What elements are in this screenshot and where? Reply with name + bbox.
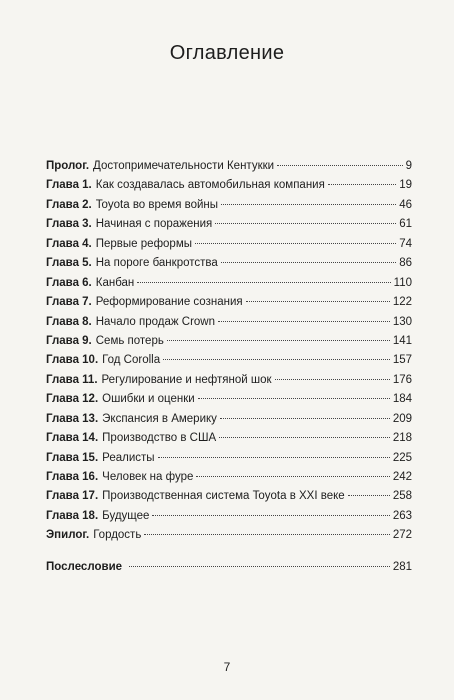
toc-entry-page: 281	[392, 560, 412, 573]
toc-entry-label: Глава 8.	[46, 315, 92, 328]
toc-entry-label: Глава 15.	[46, 451, 99, 464]
toc-entry-page: 272	[392, 529, 412, 542]
dot-leader	[246, 301, 390, 302]
toc-entry-label: Глава 5.	[46, 257, 92, 270]
toc-entry	[46, 452, 412, 471]
toc-entry-page: 74	[399, 237, 412, 250]
toc-entry-title: Гордость	[93, 529, 142, 542]
toc-entry-page: 225	[392, 451, 412, 464]
dot-leader	[221, 204, 396, 205]
toc-entry-label: Глава 9.	[46, 334, 92, 347]
dot-leader	[277, 165, 403, 166]
toc-entry-label: Глава 2.	[46, 198, 92, 211]
toc-entry-label: Глава 10.	[46, 354, 99, 367]
dot-leader	[167, 340, 390, 341]
toc-entry-title: На пороге банкротства	[95, 257, 218, 270]
toc-entry-page: 184	[392, 393, 412, 406]
toc-entry	[46, 238, 412, 257]
toc-entry	[46, 179, 412, 198]
toc-entry-page: 258	[392, 490, 412, 503]
toc-entry-title: Начиная с поражения	[95, 218, 213, 231]
toc-entry	[46, 218, 412, 237]
page-title: Оглавление	[169, 42, 285, 64]
toc-entry-title: Год Corolla	[102, 354, 161, 367]
toc-entry-title: Toyota во время войны	[95, 198, 219, 211]
toc-entry-page: 86	[399, 257, 412, 270]
toc-entry-page: 141	[392, 334, 412, 347]
toc-entry-title: Регулирование и нефтяной шок	[101, 373, 272, 386]
toc-entry-title: Реформирование сознания	[95, 296, 243, 309]
toc-entry-title: Первые реформы	[95, 237, 192, 250]
toc-entry-title: Начало продаж Crown	[95, 315, 216, 328]
toc-entry-label: Глава 1.	[46, 179, 92, 192]
toc-entry-label: Глава 6.	[46, 276, 92, 289]
toc-entry-title: Будущее	[102, 509, 150, 522]
toc-entry	[46, 490, 412, 509]
toc-entry	[46, 257, 412, 276]
dot-leader	[218, 321, 390, 322]
toc-entry	[46, 277, 412, 296]
toc-entry	[46, 393, 412, 412]
toc-entry-label: Послесловие	[46, 560, 123, 573]
dot-leader	[158, 457, 390, 458]
dot-leader	[163, 359, 390, 360]
toc-entry	[46, 529, 412, 548]
toc-entry-label: Глава 7.	[46, 296, 92, 309]
dot-leader	[220, 418, 390, 419]
toc-entry	[46, 296, 412, 315]
dot-leader	[195, 243, 396, 244]
toc-entry-label: Глава 12.	[46, 393, 99, 406]
toc-entry	[46, 561, 412, 580]
toc-entry-label: Эпилог.	[46, 529, 90, 542]
toc-entry-page: 122	[392, 296, 412, 309]
dot-leader	[196, 476, 389, 477]
dot-leader	[129, 566, 390, 567]
table-of-contents	[46, 160, 412, 580]
dot-leader	[275, 379, 390, 380]
dot-leader	[221, 262, 396, 263]
toc-entry-page: 157	[392, 354, 412, 367]
toc-entry-page: 176	[392, 373, 412, 386]
toc-entry	[46, 413, 412, 432]
toc-entry	[46, 160, 412, 179]
toc-entry-title: Ошибки и оценки	[102, 393, 195, 406]
toc-entry-title: Производство в США	[102, 432, 217, 445]
dot-leader	[137, 282, 390, 283]
toc-entry-title: Производственная система Toyota в XXI веке	[102, 490, 345, 503]
toc-entry-page: 218	[392, 432, 412, 445]
dot-leader	[219, 437, 390, 438]
toc-entry	[46, 374, 412, 393]
dot-leader	[328, 184, 396, 185]
toc-entry-label: Глава 3.	[46, 218, 92, 231]
toc-entry-page: 209	[392, 412, 412, 425]
dot-leader	[198, 398, 390, 399]
toc-entry-page: 61	[399, 218, 412, 231]
toc-entry-page: 110	[393, 276, 412, 289]
toc-entry-page: 19	[399, 179, 412, 192]
toc-entry-label: Глава 11.	[46, 373, 98, 386]
toc-entry-page: 130	[392, 315, 412, 328]
toc-entry	[46, 335, 412, 354]
dot-leader	[152, 515, 389, 516]
toc-entry-page: 46	[399, 198, 412, 211]
toc-entry-label: Глава 4.	[46, 237, 92, 250]
toc-entry	[46, 354, 412, 373]
dot-leader	[144, 534, 389, 535]
toc-entry-label: Глава 17.	[46, 490, 99, 503]
toc-entry-page: 242	[392, 471, 412, 483]
toc-entry-page: 9	[405, 160, 412, 172]
toc-entry-title: Экспансия в Америку	[102, 412, 217, 425]
toc-entry-title: Человек на фуре	[102, 471, 194, 483]
toc-entry-label: Пролог.	[46, 160, 90, 172]
toc-entry-label: Глава 18.	[46, 509, 99, 522]
toc-entry	[46, 510, 412, 529]
toc-entry	[46, 432, 412, 451]
toc-entry-title: Реалисты	[102, 451, 155, 464]
toc-entry-title: Как создавалась автомобильная компания	[95, 179, 325, 192]
page-number: 7	[223, 660, 231, 674]
toc-entry	[46, 199, 412, 218]
dot-leader	[348, 495, 390, 496]
toc-entry	[46, 471, 412, 490]
toc-entry-title: Канбан	[95, 276, 135, 289]
dot-leader	[215, 223, 396, 224]
toc-entry-page: 263	[392, 509, 412, 522]
toc-entry-title: Семь потерь	[95, 334, 164, 347]
toc-entry-label: Глава 16.	[46, 471, 99, 483]
toc-entry-title: Достопримечательности Кентукки	[93, 160, 275, 172]
toc-entry-label: Глава 14.	[46, 432, 99, 445]
toc-entry-label: Глава 13.	[46, 412, 99, 425]
toc-entry	[46, 316, 412, 335]
